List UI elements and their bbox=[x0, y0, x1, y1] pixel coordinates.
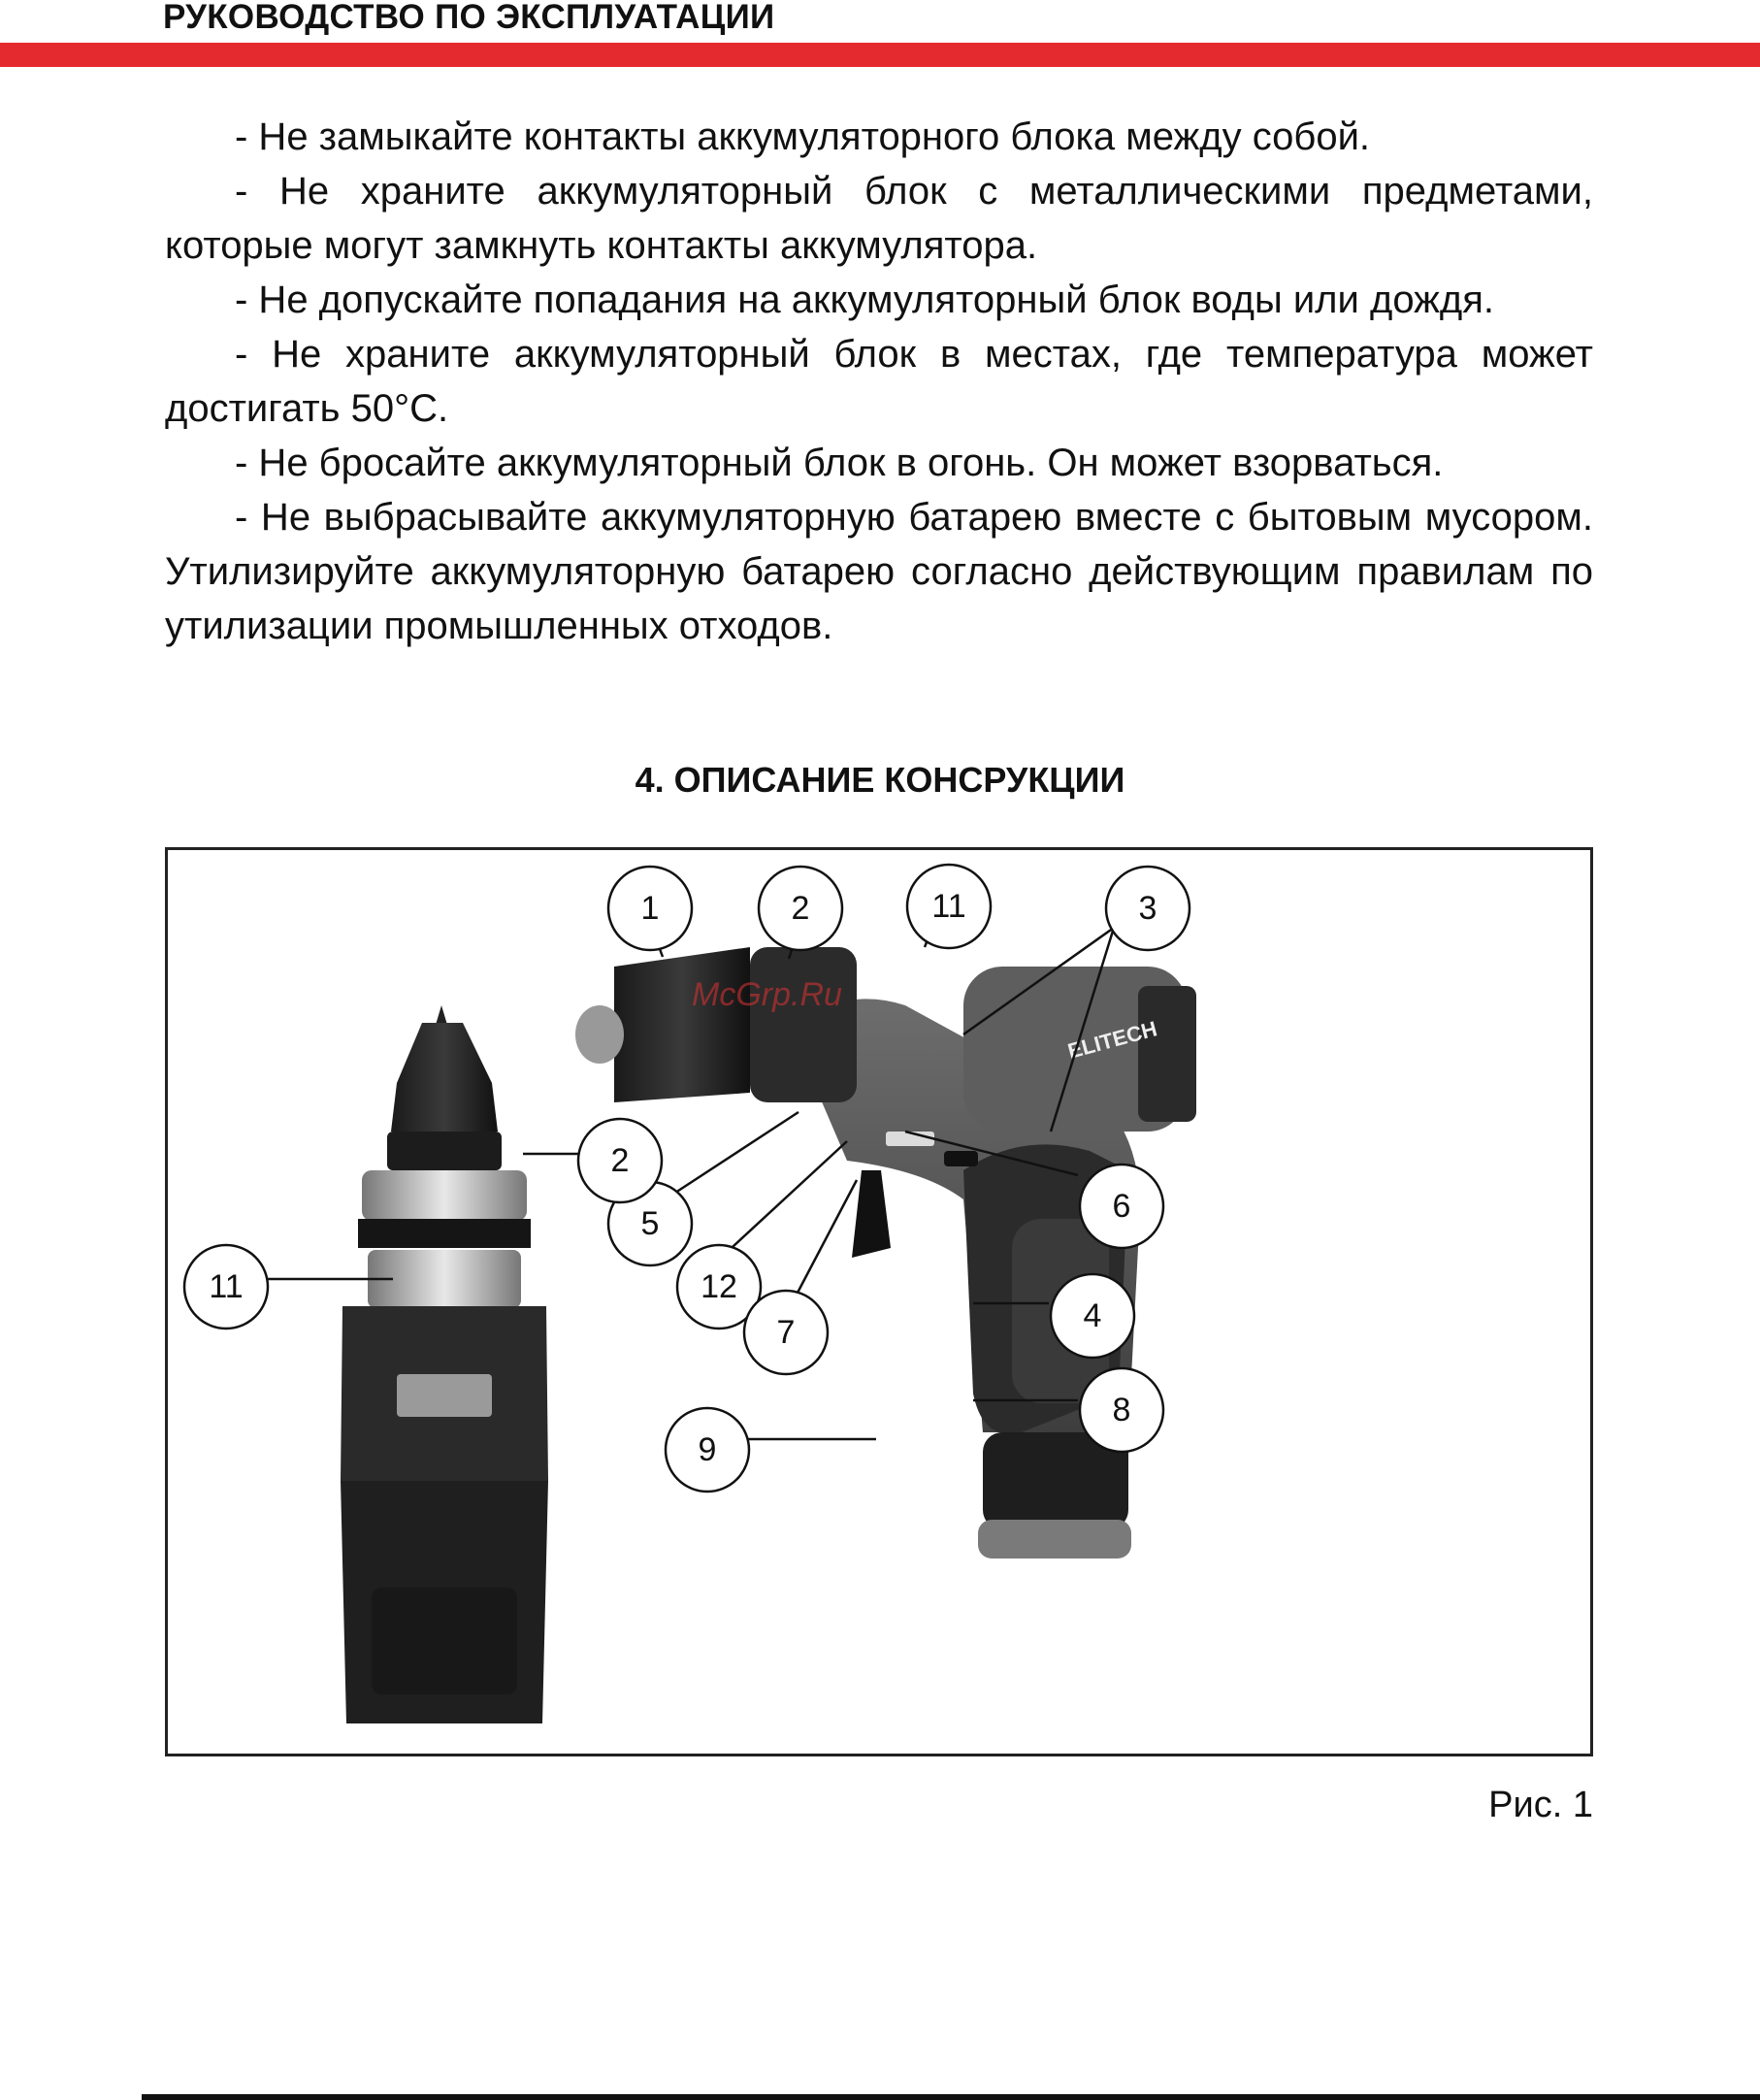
callout-label: 7 bbox=[776, 1314, 796, 1351]
figure-caption: Рис. 1 bbox=[1488, 1785, 1593, 1825]
callout-4 bbox=[1051, 1274, 1134, 1358]
mode-button bbox=[944, 1151, 978, 1166]
drill-figure bbox=[165, 847, 1593, 1756]
brand-label: ELITECH bbox=[1064, 1016, 1160, 1064]
callout-8 bbox=[1080, 1368, 1163, 1452]
callout-6 bbox=[1080, 1165, 1163, 1248]
instruction-paragraph: - Не бросайте аккумуляторный блок в огонь. Он может взорваться. bbox=[235, 442, 1444, 484]
callout-label: 3 bbox=[1138, 890, 1157, 927]
vent-grille bbox=[1138, 986, 1196, 1122]
instruction-paragraph: - Не замыкайте контакты аккумуляторного блока между собой. bbox=[235, 115, 1371, 158]
callout-label: 2 bbox=[791, 890, 810, 927]
footer-rule bbox=[142, 2094, 1760, 2100]
direction-switch bbox=[397, 1374, 492, 1417]
chuck-side bbox=[614, 947, 750, 1102]
clutch-ring bbox=[362, 1170, 527, 1221]
leader-12 bbox=[721, 1141, 847, 1258]
page-header-title: РУКОВОДСТВО ПО ЭКСПЛУАТАЦИИ bbox=[163, 0, 775, 36]
chuck bbox=[391, 1023, 498, 1132]
callout-label: 11 bbox=[209, 1268, 244, 1305]
chuck-collar bbox=[387, 1132, 502, 1170]
callout-3 bbox=[1106, 867, 1190, 950]
callout-label: 12 bbox=[701, 1268, 737, 1305]
leader-7 bbox=[797, 1180, 857, 1295]
callout-11-left bbox=[184, 1245, 268, 1329]
callout-7 bbox=[744, 1291, 828, 1374]
callout-9 bbox=[666, 1408, 749, 1492]
instruction-paragraph: - Не храните аккумуляторный блок в местах, где температура может достигать 50°С. bbox=[165, 333, 1593, 430]
callout-label: 6 bbox=[1112, 1188, 1131, 1225]
battery-band bbox=[978, 1520, 1131, 1559]
header-accent-bar bbox=[0, 43, 1760, 67]
leader-5 bbox=[672, 1112, 799, 1195]
bit-tip bbox=[436, 1005, 447, 1025]
callout-label: 9 bbox=[698, 1431, 717, 1468]
callout-label: 1 bbox=[640, 890, 660, 927]
callout-label: 5 bbox=[640, 1205, 660, 1242]
clutch-side bbox=[750, 947, 857, 1102]
callout-label: 8 bbox=[1112, 1392, 1131, 1428]
torque-scale bbox=[358, 1219, 531, 1248]
callout-1 bbox=[608, 867, 692, 950]
watermark: McGrp.Ru bbox=[692, 976, 842, 1013]
trigger bbox=[852, 1170, 891, 1258]
safety-instructions bbox=[165, 110, 1593, 653]
callout-2 bbox=[759, 867, 842, 950]
callout-2-left bbox=[578, 1119, 662, 1202]
instruction-paragraph: - Не допускайте попадания на аккумуляторный блок воды или дождя. bbox=[235, 279, 1494, 321]
callout-label: 11 bbox=[931, 888, 966, 925]
callout-label: 2 bbox=[610, 1142, 630, 1179]
chuck-nose bbox=[575, 1005, 624, 1064]
callout-11 bbox=[907, 865, 991, 948]
instruction-paragraph: - Не храните аккумуляторный блок с металлическими предметами, которые могут замкнуть контакты аккумулятора. bbox=[165, 170, 1593, 267]
section-heading: 4. ОПИСАНИЕ КОНСРУКЦИИ bbox=[635, 760, 1125, 800]
instruction-paragraph: - Не выбрасывайте аккумуляторную батарею вместе с бытовым мусором. Утилизируйте аккумуляторную батарею согласно действующим правилам по утилизации промышленных отходов. bbox=[165, 496, 1593, 647]
callout-label: 4 bbox=[1083, 1297, 1102, 1334]
drill-top-view bbox=[341, 1005, 548, 1723]
drill-diagram bbox=[168, 850, 1590, 1754]
rear-cap bbox=[372, 1588, 517, 1694]
